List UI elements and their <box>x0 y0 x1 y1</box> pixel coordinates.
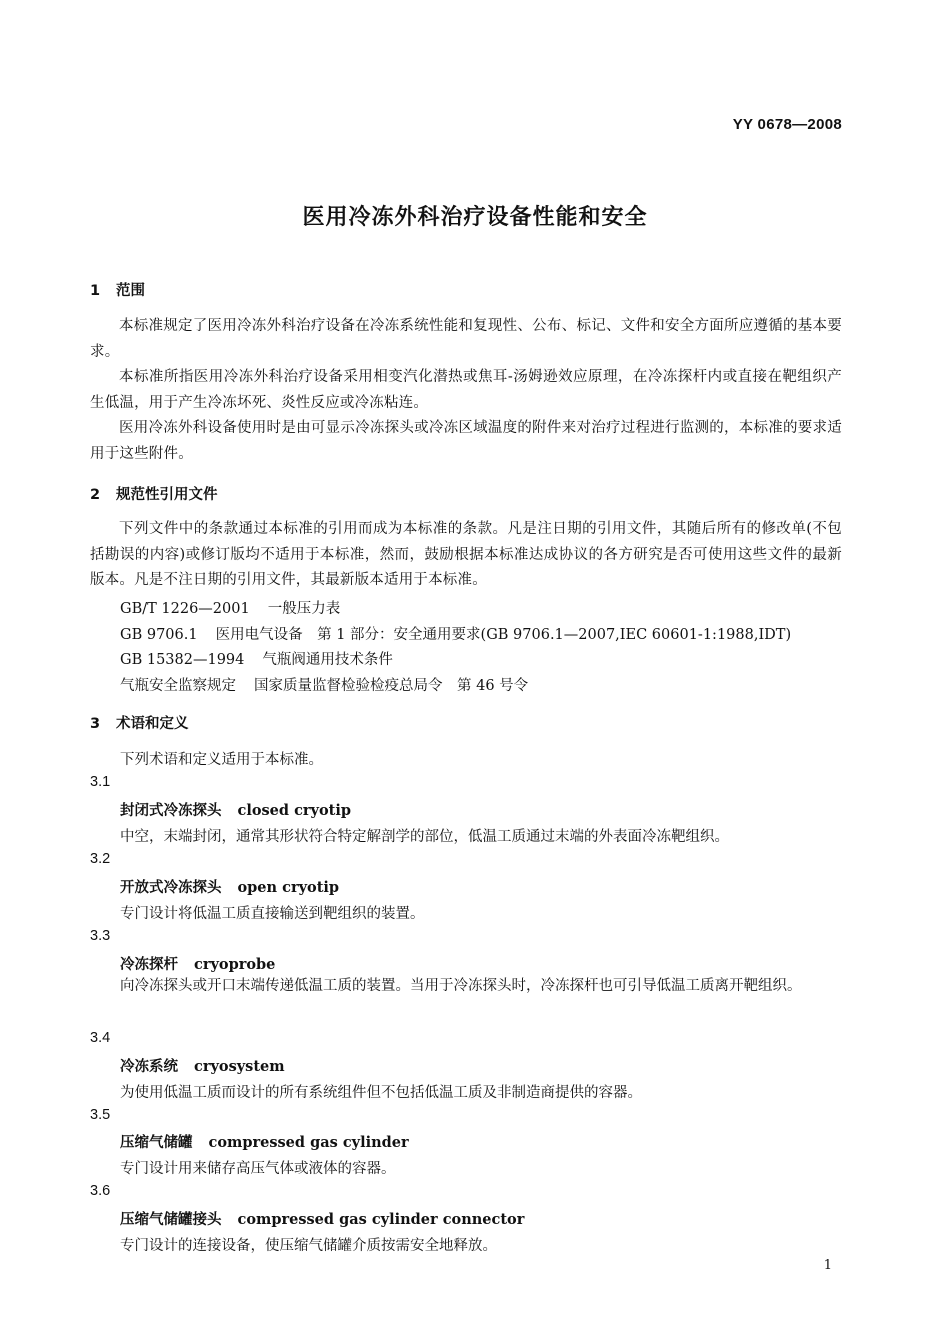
document-title: 医用冷冻外科治疗设备性能和安全 <box>302 205 648 230</box>
term-definition: 专门设计将低温工质直接输送到靶组织的装置。 <box>120 906 425 922</box>
term-heading <box>120 953 275 974</box>
reference-title: 一般压力表 <box>267 601 341 617</box>
term-zh: 压缩气储罐接头 <box>120 1211 222 1228</box>
section-1-heading <box>90 279 145 300</box>
term-en: open cryotip <box>237 879 340 896</box>
term-number: 3.6 <box>90 1183 111 1199</box>
scope-paragraph-2: 本标准所指医用冷冻外科治疗设备采用相变汽化潜热或焦耳-汤姆逊效应原理，在冷冻探杆内或直接在靶组织产生低温，用于产生冷冻坏死、炎性反应或冷冻粘连。 <box>90 369 842 411</box>
term-definition: 专门设计的连接设备，使压缩气储罐介质按需安全地释放。 <box>120 1238 497 1254</box>
term-en: cryosystem <box>194 1058 285 1075</box>
term-zh: 冷冻系统 <box>120 1058 178 1075</box>
term-number: 3.4 <box>90 1030 111 1046</box>
term-en: compressed gas cylinder <box>208 1134 409 1151</box>
term-heading <box>120 876 339 897</box>
term-zh: 压缩气储罐 <box>120 1134 193 1151</box>
term-en: compressed gas cylinder connector <box>237 1211 525 1228</box>
reference-title: 国家质量监督检验检疫总局令 第 46 号令 <box>254 678 529 694</box>
section-3-heading <box>90 712 189 733</box>
section-2-heading <box>90 483 218 504</box>
term-zh: 封闭式冷冻探头 <box>120 802 222 819</box>
reference-item <box>120 597 340 618</box>
section-number: 2 <box>90 487 101 503</box>
reference-code: GB/T 1226—2001 <box>120 601 250 617</box>
reference-title: 气瓶阀通用技术条件 <box>262 652 393 668</box>
term-number: 3.5 <box>90 1107 111 1123</box>
term-heading <box>120 1208 524 1229</box>
section-number: 3 <box>90 716 101 732</box>
terms-intro: 下列术语和定义适用于本标准。 <box>120 752 323 768</box>
reference-title: 医用电气设备 第 1 部分：安全通用要求(GB 9706.1—2007,IEC 60601-1:1988,IDT) <box>215 627 792 643</box>
term-zh: 开放式冷冻探头 <box>120 879 222 896</box>
scope-paragraph-1: 本标准规定了医用冷冻外科治疗设备在冷冻系统性能和复现性、公布、标记、文件和安全方面所应遵循的基本要求。 <box>90 318 842 360</box>
standard-code: YY 0678—2008 <box>732 116 842 133</box>
term-definition: 中空，末端封闭，通常其形状符合特定解剖学的部位，低温工质通过末端的外表面冷冻靶组织。 <box>120 829 729 845</box>
reference-item <box>120 674 528 695</box>
term-zh: 冷冻探杆 <box>120 956 178 973</box>
reference-item <box>120 623 791 644</box>
section-title: 术语和定义 <box>116 716 189 732</box>
term-number: 3.3 <box>90 928 111 944</box>
term-heading <box>120 1055 285 1076</box>
term-number: 3.1 <box>90 774 111 790</box>
normative-intro: 下列文件中的条款通过本标准的引用而成为本标准的条款。凡是注日期的引用文件，其随后所有的修改单(不包括勘误的内容)或修订版均不适用于本标准，然而，鼓励根据本标准达成协议的各方研究是否可使用这些文件的最新版本。凡是不注日期的引用文件，其最新版本适用于本标准。 <box>90 521 842 588</box>
reference-code: GB 9706.1 <box>120 627 198 643</box>
term-definition: 为使用低温工质而设计的所有系统组件但不包括低温工质及非制造商提供的容器。 <box>120 1085 642 1101</box>
scope-paragraph-3: 医用冷冻外科设备使用时是由可显示冷冻探头或冷冻区域温度的附件来对治疗过程进行监测的，本标准的要求适用于这些附件。 <box>90 420 842 462</box>
term-definition: 专门设计用来储存高压气体或液体的容器。 <box>120 1161 396 1177</box>
term-definition: 向冷冻探头或开口末端传递低温工质的装置。当用于冷冻探头时，冷冻探杆也可引导低温工质离开靶组织。 <box>120 978 802 994</box>
term-heading <box>120 799 351 820</box>
section-number: 1 <box>90 283 101 299</box>
term-heading <box>120 1131 409 1152</box>
section-title: 范围 <box>116 283 145 299</box>
term-number: 3.2 <box>90 851 111 867</box>
section-title: 规范性引用文件 <box>116 487 218 503</box>
reference-code: 气瓶安全监察规定 <box>120 678 236 694</box>
term-en: closed cryotip <box>237 802 351 819</box>
reference-code: GB 15382—1994 <box>120 652 245 668</box>
term-en: cryoprobe <box>194 956 276 973</box>
reference-item <box>120 648 393 669</box>
page-number: 1 <box>823 1258 832 1273</box>
